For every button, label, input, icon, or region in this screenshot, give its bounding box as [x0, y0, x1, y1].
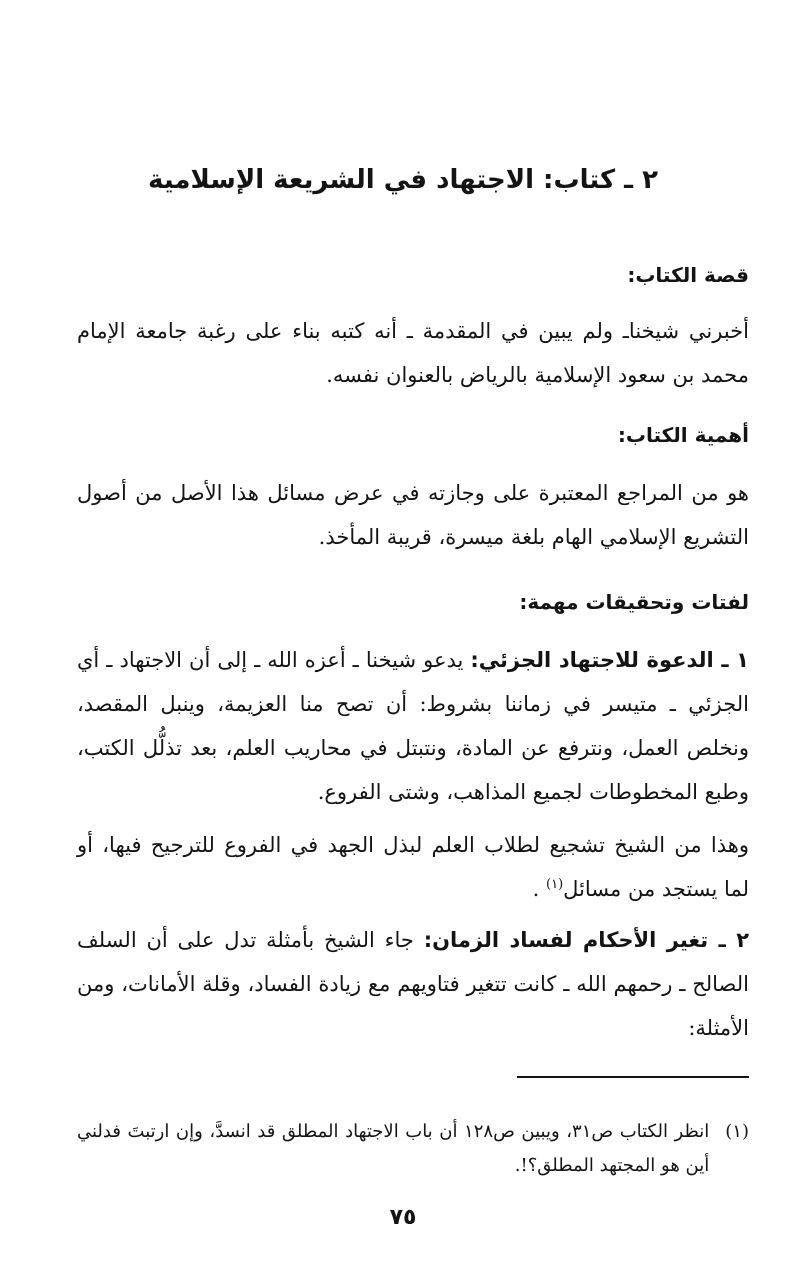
- note-item-lead: ٢ ـ تغير الأحكام لفساد الزمان:: [423, 928, 750, 952]
- paragraph-encouragement: [77, 823, 749, 911]
- note-item-partial-ijtihad: [77, 638, 749, 814]
- heading-important-notes: لفتات وتحقيقات مهمة:: [519, 590, 749, 614]
- note-item-changing-rulings: [77, 918, 749, 1050]
- paragraph-book-story: أخبرني شيخناـ ولم يبين في المقدمة ـ أنه كتبه بناء على رغبة جامعة الإمام محمد بن سعود الإسلامية بالرياض بالعنوان نفسه.: [77, 319, 749, 387]
- chapter-title: ٢ ـ كتاب: الاجتهاد في الشريعة الإسلامية: [148, 165, 658, 195]
- note-item-lead: ١ ـ الدعوة للاجتهاد الجزئي:: [470, 648, 749, 672]
- note-item-text: جاء الشيخ بأمثلة تدل على أن السلف الصالح ـ رحمهم الله ـ كانت تتغير فتاويهم مع زيادة الفساد، وقلة الأمانات، ومن الأمثلة:: [77, 928, 749, 1040]
- footnote-text: انظر الكتاب ص٣١، ويبين ص١٢٨ أن باب الاجتهاد المطلق قد انسدَّ، وإن ارتبتَ فدلني أين هو المجتهد المطلق؟!.: [77, 1121, 710, 1176]
- paragraph-text: وهذا من الشيخ تشجيع لطلاب العلم لبذل الجهد في الفروع للترجيح فيها، أو لما يستجد من مسائل: [77, 833, 749, 901]
- heading-book-story: قصة الكتاب:: [627, 263, 749, 287]
- footnote: [77, 1115, 749, 1183]
- heading-book-importance: أهمية الكتاب:: [617, 423, 749, 447]
- page-number: ٧٥: [389, 1205, 417, 1230]
- paragraph-end-mark: .: [532, 877, 540, 901]
- footnote-reference: (١): [546, 877, 564, 892]
- paragraph-book-importance: هو من المراجع المعتبرة على وجازته في عرض مسائل هذا الأصل من أصول التشريع الإسلامي الهام بلغة ميسرة، قريبة المأخذ.: [77, 481, 749, 549]
- note-item-text: يدعو شيخنا ـ أعزه الله ـ إلى أن الاجتهاد ـ أي الجزئي ـ متيسر في زماننا بشروط: أن تصح منا العزيمة، وينبل المقصد، ونخلص العمل، ونترفع عن المادة، ونتبتل في محاريب العلم، بعد تذلُّل الكتب، وطبع المخطوطات لجميع المذاهب، وشتى الفروع.: [77, 648, 749, 804]
- footnote-divider: [517, 1076, 749, 1078]
- footnote-number: (١): [725, 1121, 749, 1142]
